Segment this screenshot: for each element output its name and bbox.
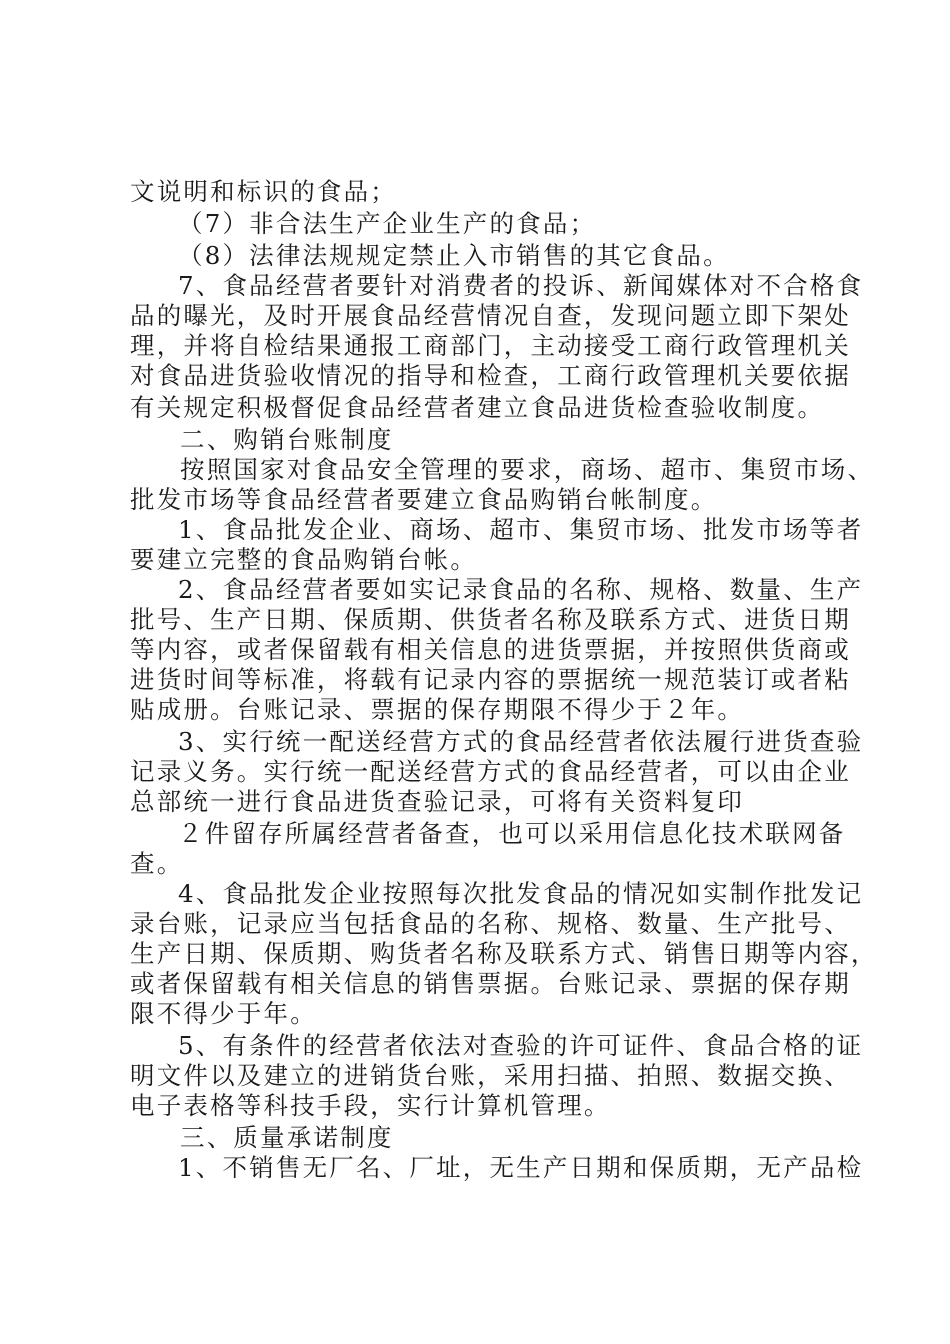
text-line-4: 7、食品经营者要针对消费者的投诉、新闻媒体对不合格食 xyxy=(178,271,864,300)
text-line-12: 1、食品批发企业、商场、超市、集贸市场、批发市场等者 xyxy=(178,515,864,544)
section-heading-2: 二、购销台账制度 xyxy=(180,425,394,454)
text-line-25: 录台账，记录应当包括食品的名称、规格、数量、生产批号、 xyxy=(130,909,851,938)
text-line-15: 批号、生产日期、保质期、供货者名称及联系方式、进货日期 xyxy=(130,605,851,634)
text-line-17: 进货时间等标准，将载有记录内容的票据统一规范装订或者粘 xyxy=(130,665,851,694)
text-line-26: 生产日期、保质期、购货者名称及联系方式、销售日期等内容， xyxy=(130,939,878,968)
text-line-3: （8）法律法规规定禁止入市销售的其它食品。 xyxy=(178,241,730,270)
text-line-22: ２件留存所属经营者备查，也可以采用信息化技术联网备 xyxy=(178,819,846,848)
text-line-2: （7）非合法生产企业生产的食品； xyxy=(178,209,597,238)
text-line-18: 贴成册。台账记录、票据的保存期限不得少于２年。 xyxy=(130,695,745,724)
text-line-30: 明文件以及建立的进销货台账，采用扫描、拍照、数据交换、 xyxy=(130,1061,851,1090)
text-line-33: 1、不销售无厂名、厂址，无生产日期和保质期，无产品检 xyxy=(178,1153,864,1182)
text-line-23: 查。 xyxy=(130,849,184,878)
text-line-6: 理，并将自检结果通报工商部门，主动接受工商行政管理机关 xyxy=(130,331,851,360)
text-line-20: 记录义务。实行统一配送经营方式的食品经营者，可以由企业 xyxy=(130,757,851,786)
text-line-5: 品的曝光，及时开展食品经营情况自查，发现问题立即下架处 xyxy=(130,301,851,330)
text-line-7: 对食品进货验收情况的指导和检查，工商行政管理机关要依据 xyxy=(130,361,851,390)
text-line-10: 按照国家对食品安全管理的要求，商场、超市、集贸市场、 xyxy=(180,455,875,484)
section-heading-3: 三、质量承诺制度 xyxy=(180,1123,394,1152)
text-line-29: 5、有条件的经营者依法对查验的许可证件、食品合格的证 xyxy=(178,1031,864,1060)
text-line-28: 限不得少于年。 xyxy=(130,999,317,1028)
text-line-1: 文说明和标识的食品； xyxy=(130,177,397,206)
text-line-16: 等内容，或者保留载有相关信息的进货票据，并按照供货商或 xyxy=(130,635,851,664)
text-line-31: 电子表格等科技手段，实行计算机管理。 xyxy=(130,1091,611,1120)
text-line-21: 总部统一进行食品进货查验记录，可将有关资料复印 xyxy=(130,787,745,816)
text-line-13: 要建立完整的食品购销台帐。 xyxy=(130,545,478,574)
text-line-11: 批发市场等食品经营者要建立食品购销台帐制度。 xyxy=(130,485,718,514)
text-line-14: 2、食品经营者要如实记录食品的名称、规格、数量、生产 xyxy=(178,575,864,604)
text-line-24: 4、食品批发企业按照每次批发食品的情况如实制作批发记 xyxy=(178,879,864,908)
text-line-19: 3、实行统一配送经营方式的食品经营者依法履行进货查验 xyxy=(178,727,864,756)
text-line-8: 有关规定积极督促食品经营者建立食品进货检查验收制度。 xyxy=(130,393,825,422)
text-line-27: 或者保留载有相关信息的销售票据。台账记录、票据的保存期 xyxy=(130,969,851,998)
